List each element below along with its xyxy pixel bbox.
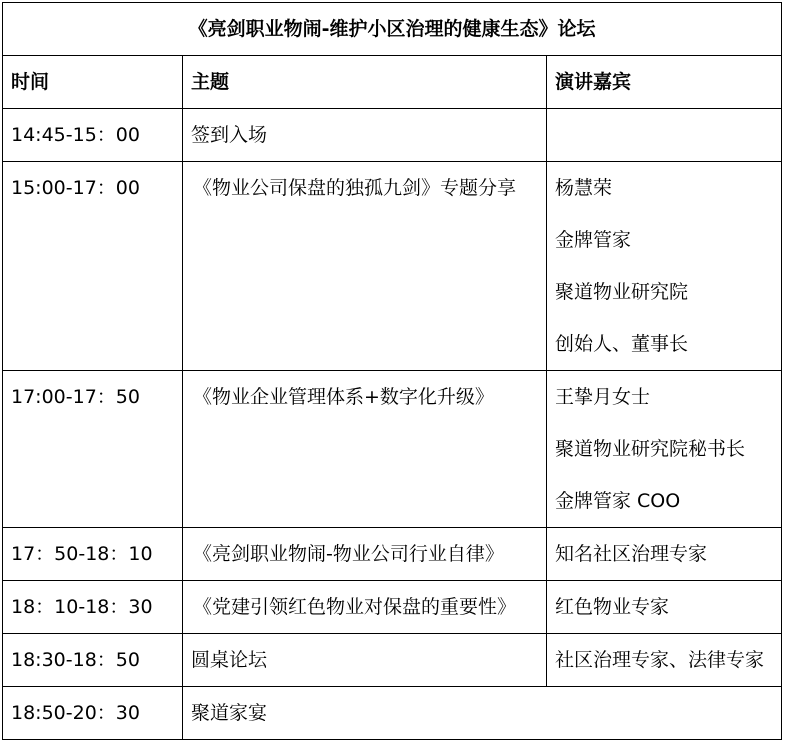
table-title: 《亮剑职业物闹-维护小区治理的健康生态》论坛	[3, 3, 782, 56]
speaker-cell: 社区治理专家、法律专家	[547, 634, 782, 687]
speaker-line: 创始人、董事长	[555, 333, 689, 355]
speaker-line: 金牌管家 COO	[555, 490, 681, 512]
time-cell: 17：50-18：10	[3, 528, 183, 581]
header-time: 时间	[3, 56, 183, 109]
time-cell: 17:00-17：50	[3, 371, 183, 528]
time-cell: 14:45-15：00	[3, 109, 183, 162]
speaker-line: 金牌管家	[555, 229, 632, 251]
title-row	[3, 3, 782, 56]
time-cell: 18：10-18：30	[3, 581, 183, 634]
table-row	[3, 528, 782, 581]
header-speaker: 演讲嘉宾	[547, 56, 782, 109]
topic-cell: 《物业公司保盘的独孤九剑》专题分享	[183, 162, 547, 371]
agenda-table	[2, 2, 782, 740]
table-row	[3, 371, 782, 528]
time-cell: 18:50-20：30	[3, 687, 183, 740]
topic-cell: 聚道家宴	[183, 687, 782, 740]
speaker-cell	[547, 109, 782, 162]
speaker-cell	[547, 371, 782, 528]
speaker-cell: 知名社区治理专家	[547, 528, 782, 581]
table-row	[3, 687, 782, 740]
speaker-cell	[547, 162, 782, 371]
speaker-line: 王挚月女士	[555, 386, 651, 408]
header-topic: 主题	[183, 56, 547, 109]
time-cell: 15:00-17：00	[3, 162, 183, 371]
topic-cell: 签到入场	[183, 109, 547, 162]
time-cell: 18:30-18：50	[3, 634, 183, 687]
speaker-cell: 红色物业专家	[547, 581, 782, 634]
table-row	[3, 581, 782, 634]
table-row	[3, 109, 782, 162]
speaker-line: 杨慧荣	[555, 177, 613, 199]
topic-cell: 《物业企业管理体系+数字化升级》	[183, 371, 547, 528]
table-row	[3, 634, 782, 687]
speaker-line: 聚道物业研究院	[555, 281, 689, 303]
topic-cell: 圆桌论坛	[183, 634, 547, 687]
speaker-line: 聚道物业研究院秘书长	[555, 438, 746, 460]
table-row	[3, 162, 782, 371]
topic-cell: 《党建引领红色物业对保盘的重要性》	[183, 581, 547, 634]
header-row	[3, 56, 782, 109]
topic-cell: 《亮剑职业物闹-物业公司行业自律》	[183, 528, 547, 581]
